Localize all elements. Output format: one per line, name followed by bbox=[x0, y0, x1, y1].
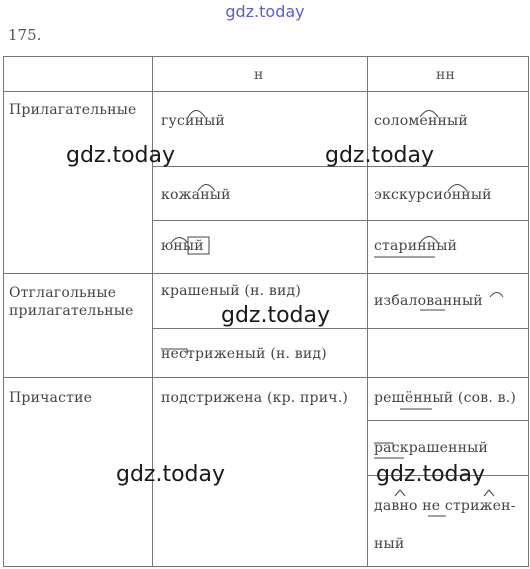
cell-nn-5: решённый (сов. в.) bbox=[374, 390, 517, 406]
row-divider bbox=[152, 220, 529, 221]
exercise-number: 175. bbox=[8, 26, 42, 44]
row-label-participles: Причастие bbox=[9, 390, 93, 406]
watermark: gdz.today bbox=[325, 143, 435, 168]
row-divider bbox=[3, 377, 529, 378]
cell-nn-2: экскурсионный bbox=[374, 187, 492, 203]
cell-n-2: кожаный bbox=[161, 187, 231, 203]
cell-nn-7-line2: ный bbox=[374, 536, 405, 552]
row-label-verbal-adjectives-1: Отглагольные bbox=[9, 285, 117, 301]
table-border-bottom bbox=[3, 566, 529, 567]
row-divider bbox=[3, 273, 529, 274]
watermark: gdz.today bbox=[116, 462, 226, 487]
cell-nn-4: избалованный bbox=[374, 293, 483, 309]
cell-nn-3: старинный bbox=[374, 238, 458, 254]
cell-nn-1: соломенный bbox=[374, 113, 468, 129]
watermark: gdz.today bbox=[376, 462, 486, 487]
cell-n-4: крашеный (н. вид) bbox=[161, 283, 302, 299]
cell-n-3: юный bbox=[161, 238, 204, 254]
table-border-right bbox=[528, 56, 529, 567]
column-divider bbox=[367, 56, 368, 567]
row-divider bbox=[152, 328, 529, 329]
watermark: gdz.today bbox=[66, 143, 176, 168]
site-watermark-top: gdz.today bbox=[225, 2, 305, 21]
watermark: gdz.today bbox=[221, 303, 331, 328]
table-header-divider bbox=[3, 91, 529, 92]
table-border-left bbox=[3, 56, 4, 567]
table-border-top bbox=[3, 56, 529, 57]
header-n: н bbox=[254, 67, 264, 83]
cell-n-5: нестриженый (н. вид) bbox=[161, 346, 327, 362]
row-divider bbox=[367, 420, 529, 421]
cell-n-1: гусиный bbox=[161, 113, 225, 129]
cell-nn-6: раскрашенный bbox=[374, 440, 489, 456]
row-label-verbal-adjectives-2: прилагательные bbox=[9, 303, 134, 319]
header-nn: нн bbox=[436, 67, 456, 83]
cell-n-6: подстрижена (кр. прич.) bbox=[161, 390, 349, 406]
cell-nn-7-line1: давно не стрижен- bbox=[374, 498, 516, 514]
column-divider bbox=[152, 56, 153, 567]
row-label-adjectives: Прилагательные bbox=[9, 102, 137, 118]
